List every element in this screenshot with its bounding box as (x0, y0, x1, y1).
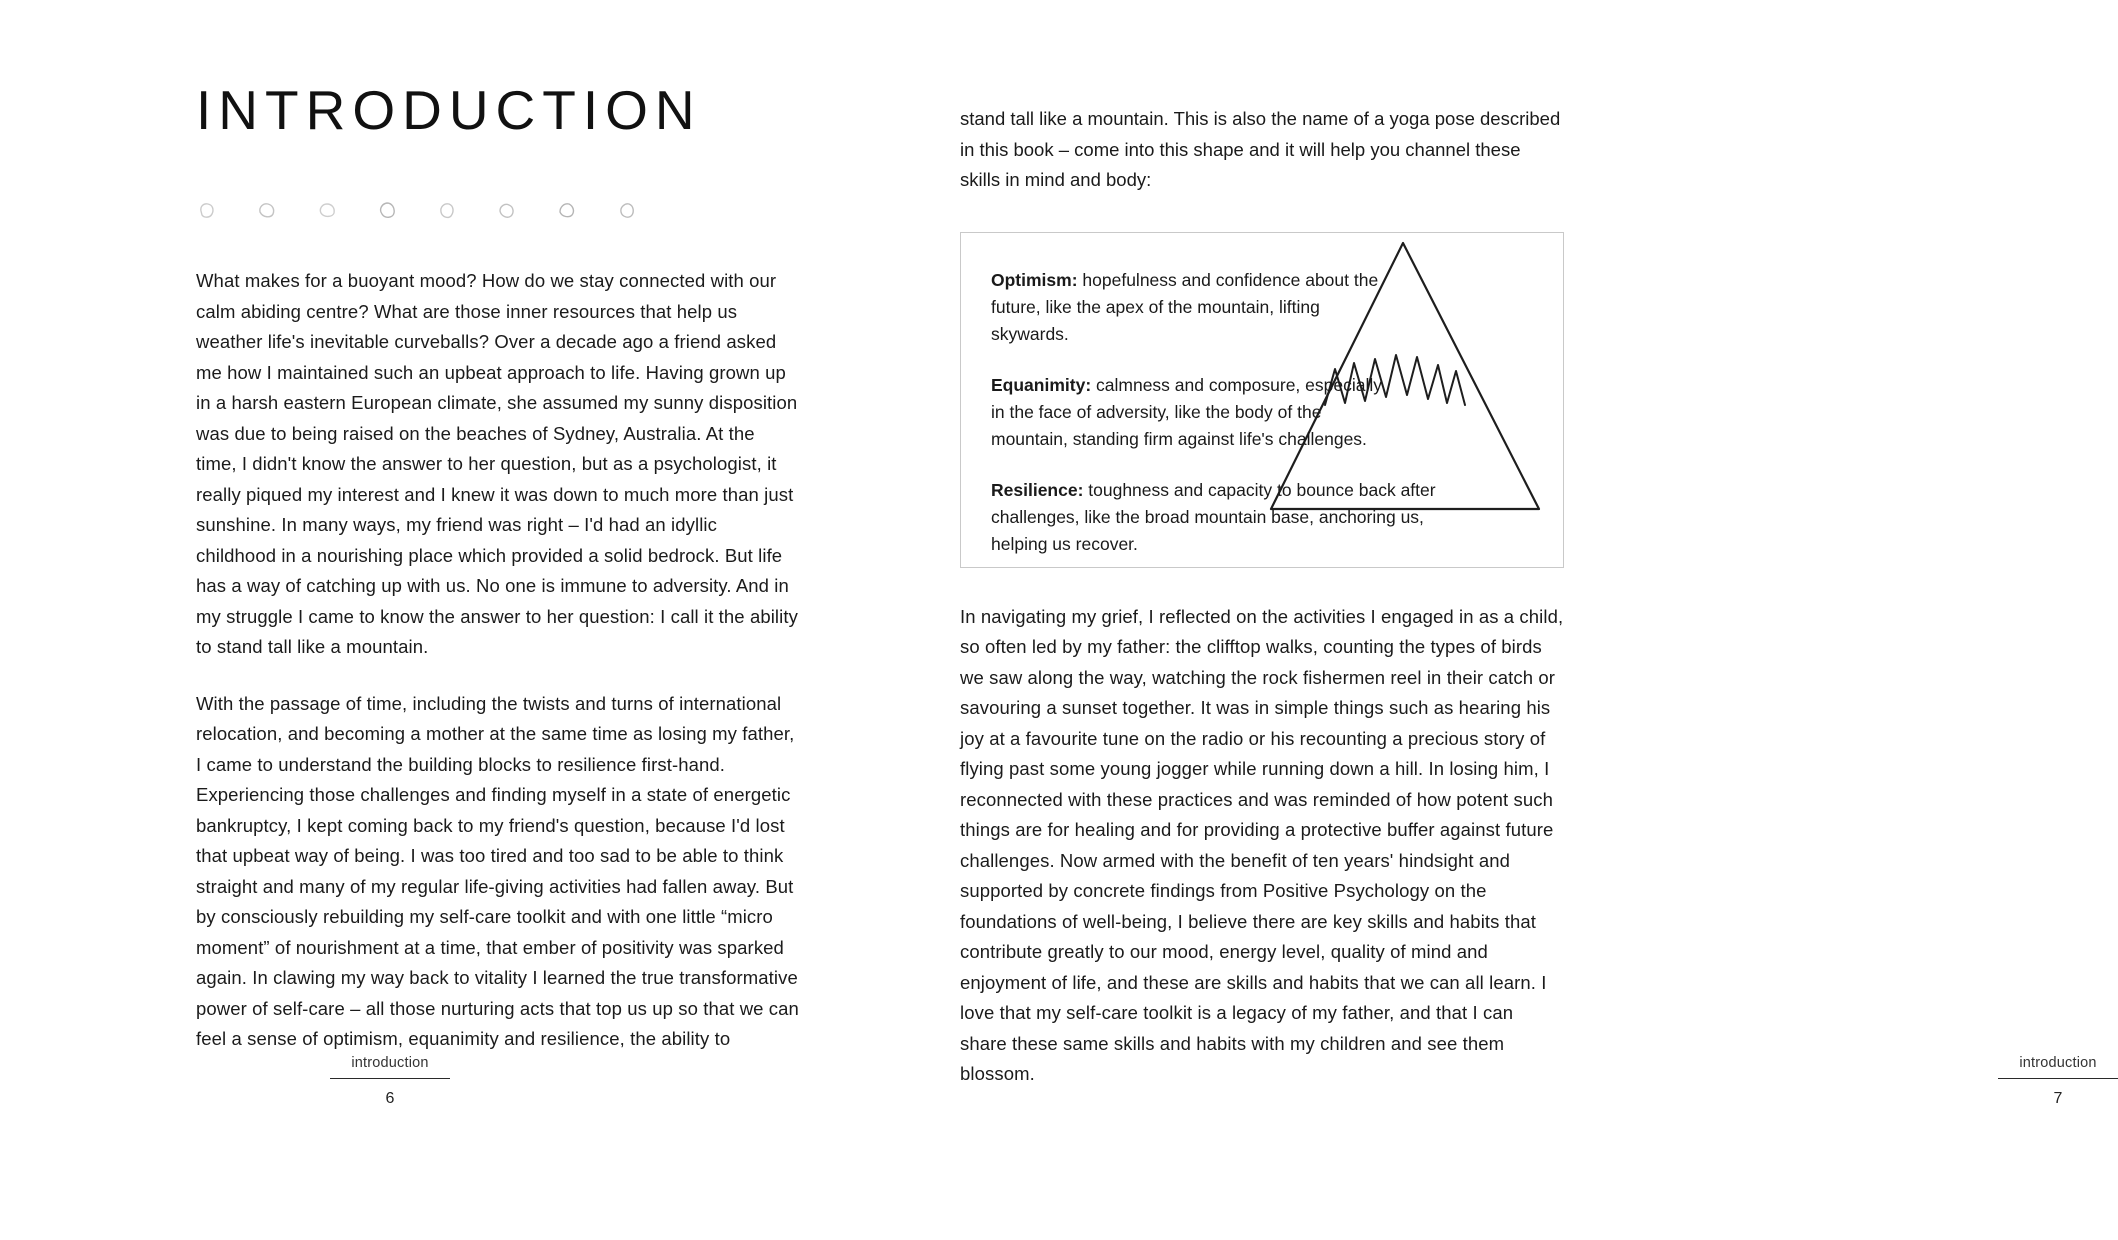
footer-label: introduction (2019, 1055, 2097, 1071)
paragraph: What makes for a buoyant mood? How do we stay connected with our calm abiding centre? What are those inner resources that help us weather life's inevitable curveballs? Over a decade ago a friend asked me how I maintained such an upbeat approach to life. Having grown up in a harsh eastern European climate, she assumed my sunny disposition was due to being raised on the beaches of Sydney, Australia. At the time, I didn't know the answer to her question, but as a psychologist, it really piqued my interest and I knew it was down to much more than just sunshine. In many ways, my friend was right – I'd had an idyllic childhood in a nourishing place which provided a solid bedrock. But life has a way of catching up with us. No one is immune to adversity. And in my struggle I came to know the answer to her question: I call it the ability to stand tall like a mountain. (196, 270, 798, 657)
pebble-row-ornament (196, 198, 800, 224)
paragraph: With the passage of time, including the twists and turns of international relocation, and becoming a mother at the same time as losing my father, I came to understand the building blocks to resilience first-hand. Experiencing those challenges and finding myself in a state of energetic bankruptcy, I kept coming back to my friend's question, because I'd lost that upbeat way of being. I was too tired and too sad to be able to think straight and many of my regular life-giving activities had fallen away. But by consciously rebuilding my self-care toolkit and with one little “micro moment” of nourishment at a time, that ember of positivity was sparked again. In clawing my way back to vitality I learned the true transformative power of self-care – all those nurturing acts that top us up so that we can feel a sense of optimism, equanimity and resilience, the ability to (196, 692, 799, 1049)
footer-divider (330, 1078, 450, 1079)
footer-label: introduction (351, 1055, 429, 1071)
definition-text: toughness and capacity to bounce back after challenges, like the broad mountain base, anchoring us, helping us recover. (991, 479, 1436, 554)
left-page (0, 0, 880, 1240)
pebble-icon-3 (316, 200, 338, 222)
pebble-icon-8 (616, 200, 638, 222)
footer-divider (1998, 1078, 2118, 1079)
definition-item (991, 477, 1446, 558)
pebble-icon-4 (376, 200, 398, 222)
right-page (880, 0, 2097, 1240)
continued-paragraph: stand tall like a mountain. This is also the name of a yoga pose described in this book – come into this shape and it will help you channel these skills in mind and body: (960, 108, 1561, 190)
left-body-text (196, 266, 800, 1055)
pebble-icon-2 (256, 200, 278, 222)
definition-item (991, 372, 1391, 453)
definition-term: Resilience: (991, 479, 1084, 500)
page-number: 6 (385, 1090, 395, 1107)
definition-term: Equanimity: (991, 374, 1092, 395)
page-number: 7 (2053, 1090, 2063, 1107)
pebble-icon-1 (196, 200, 218, 222)
definition-item (991, 267, 1391, 348)
pebble-icon-6 (496, 200, 518, 222)
definition-term: Optimism: (991, 269, 1078, 290)
left-page-footer (330, 1055, 450, 1108)
definition-text: calmness and composure, especially in the face of adversity, like the body of the mountain, standing firm against life's challenges. (991, 374, 1382, 449)
definition-text: hopefulness and confidence about the future, like the apex of the mountain, lifting skywards. (991, 269, 1379, 344)
pebble-icon-7 (556, 200, 578, 222)
page-title: INTRODUCTION (196, 79, 702, 141)
definitions-box (960, 232, 1564, 568)
paragraph: In navigating my grief, I reflected on the activities I engaged in as a child, so often led by my father: the clifftop walks, counting the types of birds we saw along the way, watching the rock fishermen reel in their catch or savouring a sunset together. It was in simple things such as hearing his joy at a favourite tune on the radio or his recounting a precious story of flying past some young jogger while running down a hill. In losing him, I reconnected with these practices and was reminded of how potent such things are for healing and for providing a protective buffer against future challenges. Now armed with the benefit of ten years' hindsight and supported by concrete findings from Positive Psychology on the foundations of well-being, I believe there are key skills and habits that contribute greatly to our mood, energy level, quality of mind and enjoyment of life, and these are skills and habits that we can all learn. I love that my self-care toolkit is a legacy of my father, and that I can share these same skills and habits with my children and see them blossom. (960, 605, 1564, 1084)
pebble-icon-5 (436, 200, 458, 222)
right-page-footer (1998, 1055, 2118, 1108)
